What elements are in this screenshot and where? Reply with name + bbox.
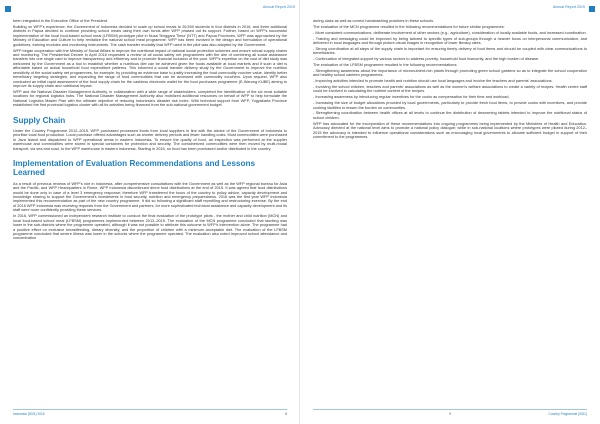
right-content <box>313 19 587 141</box>
footer-document-id: Indonesia (ID01) 2016 <box>13 411 45 416</box>
wfp-logo-icon <box>5 6 11 12</box>
left-content <box>13 19 287 242</box>
list-item: - Increasing the size of budget allocations provided by local governments, particularly to provide fresh food items, to provide cooks with incentives, and provide cooking facilities to lessen the burden on communities. <box>313 101 587 110</box>
paragraph: during class as well as correct handwashing practices in these schools. <box>313 19 435 23</box>
right-footer <box>313 409 587 416</box>
section-heading-lessons: Implementation of Evaluation Recommendations and Lessons Learned <box>13 159 256 178</box>
paragraph: As a result of previous reviews of WFP's role in Indonesia, after comprehensive consultations with the Government as well as the WFP regional bureau for Asia and the Pacific, and WFP Headquarters in Rome, WFP Indonesia discontinued direct food distributions at the end of 2015. It was agreed that food distributions would be done only in case of a level 3 emergency response; therefore WFP transferred the focus of the country to policy advice, capacity development and knowledge sharing to support the Government's investments in food security, nutrition and emergency preparedness. 2016 was the first year WFP Indonesia implemented this recommendation as part of the new country programme. It did so following a significant staff reprofiling and restructuring exercise. By the end of 2016 WFP Indonesia was receiving requests from the Government and partners, for more sophisticated technical assistance and capacity development and its staff were more confidently providing these services. <box>13 181 287 213</box>
paragraph: In 2016, WFP commissioned an independent research institute to conduct the final evaluation of the prototype pilots - the mother and child nutrition (MCN) and local food-based school meal (LFBSM) programmes implemented between 2012–2015. The evaluation of the MCN programme concluded that stunting was lower in the sub-districts where the programme operated, although it was not possible to attribute this outcome to WFP's intervention alone. The programme had a positive effect on exclusive breastfeeding, dietary diversity, and the proportion of children with a minimum acceptable diet. The evaluation of the LFBSM programme concluded that severe illness was lower in the schools where the programme operated. The evaluation also noted improved school attendance and concentration <box>13 214 287 241</box>
right-page <box>300 0 600 424</box>
footer-document-id: Country Programme (ID01) <box>548 411 587 416</box>
section-heading-supply-chain: Supply Chain <box>13 115 66 125</box>
paragraph: The evaluation of the MCN programme resulted in the following recommendations for future similar programmes: <box>313 24 505 29</box>
list-item: - More consistent communications, deliberate involvement of other sectors (e.g., agriculture), consideration of locally available foods, and increased coordination. <box>313 30 587 35</box>
page-number: 8 <box>285 411 287 416</box>
list-item: - Improving activities intended to promote health and nutrition should use local languages and involve the teachers and parents' associations. <box>313 79 553 84</box>
list-item: - Strong coordination at all steps of the supply chain is important for ensuring timely delivery of food items and should be coupled with clear communications to beneficiaries. <box>313 46 587 56</box>
paragraph: WFP began cooperation with the Ministry of Social Affairs to improve the nutritional impact of national social protection schemes and ensure robust supply chains and monitoring. The Presidential Decree in April 2016 requested a review of all social safety net programmes with the aim of combining all social assistance transfers into one single card to improve transparency and efficiency and to promote financial inclusion of the poor. WFP's expertise on the cost of diet study was welcomed by the Government as a tool to establish whether a nutritious diet can be achieved given the foods available at local markets and if such a diet is affordable based on actual household food expenditure patterns. This informed a social transfer delivery study by the Government to improve the nutrition sensitivity of the social safety net programmes, for example, by providing an evidence base to justify increasing the food commodity voucher value, identify better beneficiary targeting strategies, and expanding the range of food commodities that can be accessed with commodity vouchers. Upon request, WFP also conducted an initial rapid assessment of the food supply chain for the cashless electronic wallet for the food purchases programme (E-Warung KUBE) aiming to improve its supply chain and nutritional impact. <box>13 48 287 89</box>
paragraph: WFP and the National Disaster Management Authority, in collaboration with a wide range of stakeholders, completed the identification of the six most suitable locations for regional logistics hubs. The National Disaster Management Authority also mobilized additional resources on behalf of WFP to help formulate the National Logistics Master Plan with the ultimate objective of reducing Indonesia's disaster risk index. With technical support from WFP, Yogyakarta Province established the first provincial logistics cluster with all its activities being financed from the sub-national government budget. <box>13 89 287 108</box>
list-item: - Strengthening coordination between health offices at all levels to continue the distribution of deworming tablets intended to improve the nutritional status of school children. <box>313 111 587 120</box>
list-item: - Increasing awareness by introducing regular incentives for the cooks as compensation for their time and workload. <box>313 95 510 100</box>
wfp-logo-icon <box>589 6 595 12</box>
left-running-title: Annual Report 2019 <box>263 5 295 9</box>
left-footer <box>13 409 287 416</box>
left-header <box>5 3 295 17</box>
list-item: - Continuation of integrated support by various sectors to address poverty, household food insecurity, and the high burden of disease. <box>313 57 540 62</box>
list-item: - Training and messaging could be improved by being tailored to specific types of sub-groups through a heavier focus on interpersonal communication, and delivered in local languages and through picture-visual images in recognition of lower literacy rates. <box>313 36 587 45</box>
paragraph: Under the Country Programme 2012–2015, WFP purchased processed foods from local suppliers in line with the advice of the Government of Indonesia to prioritise local food production. Local purchase offered advantages such as shorter delivery periods and fewer handling costs. Most commodities were purchased in Java Island and dispatched to WFP operational areas in eastern Indonesia. To ensure the quality of food, an inspection was performed at the supplier warehouse and commodities were stored in special containers for protection and security. The containerized commodities were then moved by multi-modal transport, via sea and road, to the WFP warehouse in eastern Indonesia. Starting in 2016, no food has been purchased and/or distributed in the country. <box>13 128 287 151</box>
paragraph: WFP has advocated for the incorporation of these recommendations into ongoing programmes being implemented by the Ministries of Health and Education. Advocacy directed at the national level aims to promote a national policy dialogue; while in sub-national locations where prototypes were piloted during 2012–2015 the advocacy is intended to influence operational considerations such as encouraging local governments to allocate sufficient budget in support of their commitment to the programmes. <box>313 121 587 140</box>
list-item: - Involving the school children, teachers and parents' associations as well as the women's welfare associations to create a variety of recipes. Health centre staff could be involved in calculating the nutrient content of the recipes. <box>313 84 587 94</box>
right-running-title: Annual Report 2019 <box>553 5 585 9</box>
right-header <box>305 3 595 17</box>
paragraph: Building on WFP's experience, the Government of Indonesia decided to scale up school meals to 26,500 students in four districts in 2016, and three additional districts in Papua decided to continue providing school meals using their own funds after WFP phased out its support. Further, based on WFP's successful implementation of the local food-based school meal (LFBSM) prototype pilot in Nusa Tenggara Timur (NTT) and Papua Provinces, WFP was approached by the Ministry of Education and Culture to help revitalize the national school meal programme. WFP has been involved in the design and formulation of operational guidelines, training modules and monitoring instruments. The cash transfer modality that WFP used in the pilot was also adopted by the Government. <box>13 24 287 47</box>
page-number: 9 <box>449 411 451 416</box>
list-item: - Strengthening awareness about the importance of micronutrient-rich plants through promoting green school gardens so as to integrate the school cooperation and healthy school canteen programmes. <box>313 68 587 78</box>
paragraph: been integrated in the Executive Office of the President. <box>13 19 109 23</box>
paragraph: The evaluation of the LFBSM programme resulted in the following recommendations: <box>313 62 458 67</box>
